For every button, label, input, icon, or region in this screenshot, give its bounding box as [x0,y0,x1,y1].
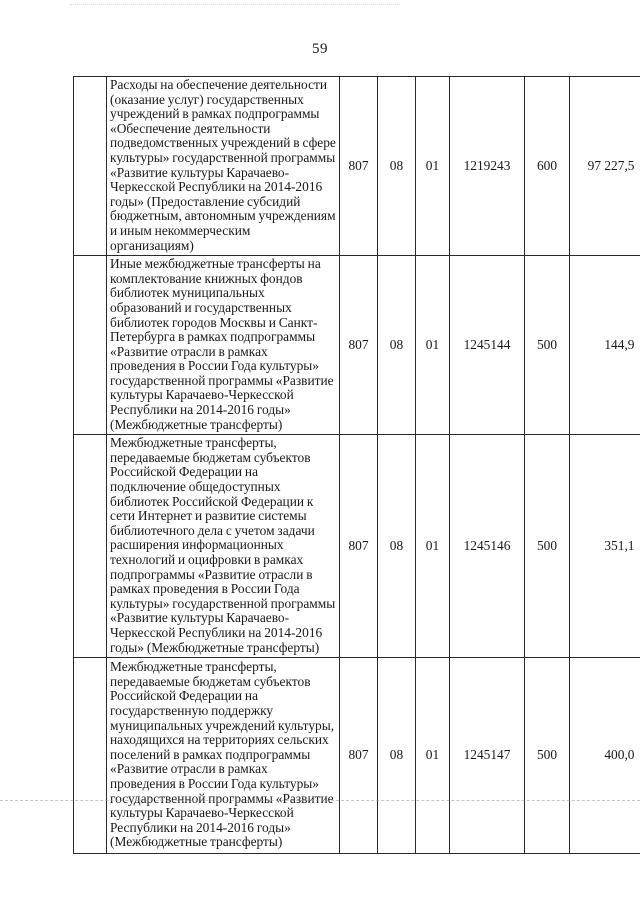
section-code-cell: 08 [378,658,416,854]
scan-artifact [70,4,400,15]
section-code-cell: 08 [378,256,416,435]
description-cell: Межбюджетные трансферты, передаваемые бюджетам субъектов Российской Федерации на подключение общедоступных библиотек Российской Федерации к сети Интернет и развитие системы библиотечного дела с учетом задачи расширения информационных технологий и оцифровки в рамках подпрограммы «Развитие отрасли в рамках проведения в России Года культуры» государственной программы «Развитие культуры Карачаево-Черкесской Республики на 2014-2016 годы» (Межбюджетные трансферты) [107,435,340,658]
page-number: 59 [312,41,328,57]
ministry-code-cell: 807 [340,658,378,854]
ministry-code-cell: 807 [340,256,378,435]
table-row [74,256,640,435]
ministry-code-cell: 807 [340,77,378,256]
table-row [74,435,640,658]
ministry-code-cell: 807 [340,435,378,658]
description-cell: Межбюджетные трансферты, передаваемые бюджетам субъектов Российской Федерации на государственную поддержку муниципальных учреждений культуры, находящихся на территориях сельских поселений в рамках подпрограммы «Развитие отрасли в рамках проведения в России Года культуры» государственной программы «Развитие культуры Карачаево-Черкесской Республики на 2014-2016 годы» (Межбюджетные трансферты) [107,658,340,854]
subsection-code-cell: 01 [416,658,450,854]
scan-artifact-line [0,800,640,801]
description-cell: Иные межбюджетные трансферты на комплектование книжных фондов библиотек муниципальных образований и государственных библиотек городов Москвы и Санкт-Петербурга в рамках подпрограммы «Развитие отрасли в рамках проведения в России Года культуры» государственной программы «Развитие культуры Карачаево-Черкесской Республики на 2014-2016 годы» (Межбюджетные трансферты) [107,256,340,435]
row-number-cell [74,77,107,256]
expense-type-cell: 600 [525,77,570,256]
table-row [74,658,640,854]
amount-cell: 351,1 [570,435,640,658]
section-code-cell: 08 [378,77,416,256]
expense-type-cell: 500 [525,256,570,435]
expense-type-cell: 500 [525,658,570,854]
subsection-code-cell: 01 [416,77,450,256]
amount-cell: 400,0 [570,658,640,854]
subsection-code-cell: 01 [416,435,450,658]
table-row [74,77,640,256]
target-article-cell: 1245144 [450,256,525,435]
target-article-cell: 1245147 [450,658,525,854]
target-article-cell: 1219243 [450,77,525,256]
expense-type-cell: 500 [525,435,570,658]
amount-cell: 144,9 [570,256,640,435]
target-article-cell: 1245146 [450,435,525,658]
row-number-cell [74,256,107,435]
budget-table [73,76,640,854]
section-code-cell: 08 [378,435,416,658]
subsection-code-cell: 01 [416,256,450,435]
amount-cell: 97 227,5 [570,77,640,256]
row-number-cell [74,435,107,658]
description-cell: Расходы на обеспечение деятельности (оказание услуг) государственных учреждений в рамках подпрограммы «Обеспечение деятельности подведомственных учреждений в сфере культуры» государственной программы «Развитие культуры Карачаево-Черкесской Республики на 2014-2016 годы» (Предоставление субсидий бюджетным, автономным учреждениям и иным некоммерческим организациям) [107,77,340,256]
row-number-cell [74,658,107,854]
